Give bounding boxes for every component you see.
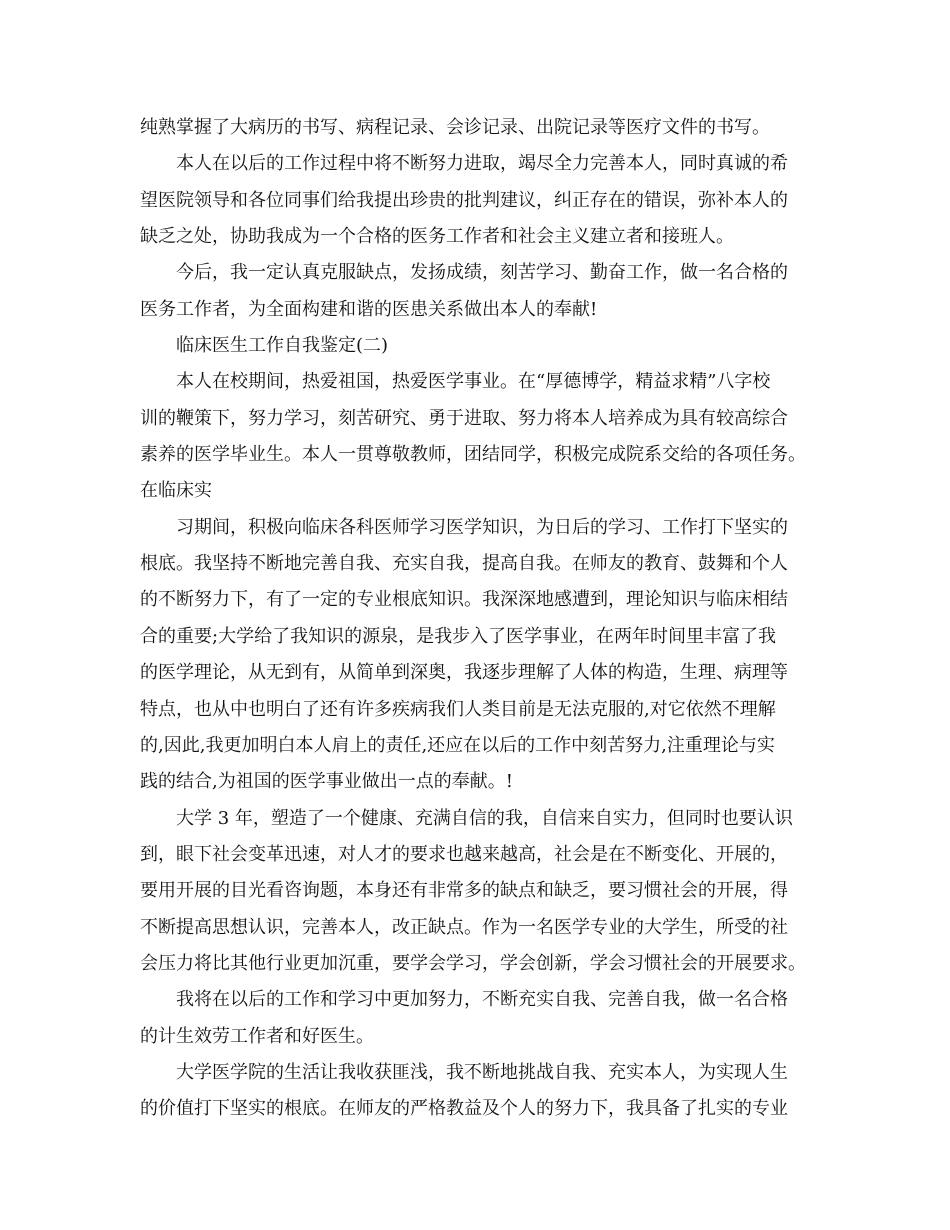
text-line: 的医学理论，从无到有，从简单到深奥，我逐步理解了人体的构造，生理、病理等 <box>140 662 788 684</box>
text-line: 医务工作者，为全面构建和谐的医患关系做出本人的奉献! <box>140 298 598 320</box>
text-line: 大学 3 年，塑造了一个健康、充满自信的我，自信来自实力，但同时也要认识 <box>176 807 793 829</box>
document-body <box>140 110 830 1128</box>
text-line: 到，眼下社会变革迅速，对人才的要求也越来越高，社会是在不断变化、开展的， <box>140 843 788 865</box>
text-line: 望医院领导和各位同事们给我提出珍贵的批判建议，纠正存在的错误，弥补本人的 <box>140 189 788 211</box>
text-line: 本人在以后的工作过程中将不断努力进取，竭尽全力完善本人，同时真诚的希 <box>176 153 788 175</box>
text-line: 根底。我坚持不断地完善自我、充实自我，提高自我。在师友的教育、鼓舞和个人 <box>140 553 788 575</box>
text-line: 会压力将比其他行业更加沉重，要学会学习，学会创新，学会习惯社会的开展要求。 <box>140 952 806 974</box>
text-line: 特点，也从中也明白了还有许多疾病我们人类目前是无法克服的,对它依然不理解 <box>140 698 776 720</box>
text-line: 践的结合,为祖国的医学事业做出一点的奉献。! <box>140 771 513 793</box>
text-line: 本人在校期间，热爱祖国，热爱医学事业。在“厚德博学，精益求精”八字校 <box>176 371 771 393</box>
text-line: 习期间，积极向临床各科医师学习医学知识，为日后的学习、工作打下坚实的 <box>176 516 788 538</box>
text-line: 临床医生工作自我鉴定(二) <box>176 335 389 357</box>
text-line: 的计生效劳工作者和好医生。 <box>140 1025 374 1047</box>
text-line: 的不断努力下，有了一定的专业根底知识。我深深地感遭到，理论知识与临床相结 <box>140 589 788 611</box>
text-line: 在临床实 <box>140 480 212 502</box>
text-line: 合的重要;大学给了我知识的源泉，是我步入了医学事业，在两年时间里丰富了我 <box>140 625 777 647</box>
text-line: 不断提高思想认识，完善本人，改正缺点。作为一名医学专业的大学生，所受的社 <box>140 916 788 938</box>
text-line: 的价值打下坚实的根底。在师友的严格教益及个人的努力下，我具备了扎实的专业 <box>140 1098 788 1120</box>
text-line: 缺乏之处，协助我成为一个合格的医务工作者和社会主义建立者和接班人。 <box>140 226 734 248</box>
text-line: 今后，我一定认真克服缺点，发扬成绩，刻苦学习、勤奋工作，做一名合格的 <box>176 262 788 284</box>
text-line: 训的鞭策下，努力学习，刻苦研究、勇于进取、努力将本人培养成为具有较高综合 <box>140 407 788 429</box>
text-line: 的,因此,我更加明白本人肩上的责任,还应在以后的工作中刻苦努力,注重理论与实 <box>140 734 775 756</box>
text-line: 大学医学院的生活让我收获匪浅，我不断地挑战自我、充实本人，为实现人生 <box>176 1061 788 1083</box>
text-line: 要用开展的目光看咨询题，本身还有非常多的缺点和缺乏，要习惯社会的开展，得 <box>140 880 788 902</box>
text-line: 素养的医学毕业生。本人一贯尊敬教师，团结同学，积极完成院系交给的各项任务。 <box>140 444 806 466</box>
text-line: 我将在以后的工作和学习中更加努力，不断充实自我、完善自我，做一名合格 <box>176 989 788 1011</box>
text-line: 纯熟掌握了大病历的书写、病程记录、会诊记录、出院记录等医疗文件的书写。 <box>140 117 770 138</box>
